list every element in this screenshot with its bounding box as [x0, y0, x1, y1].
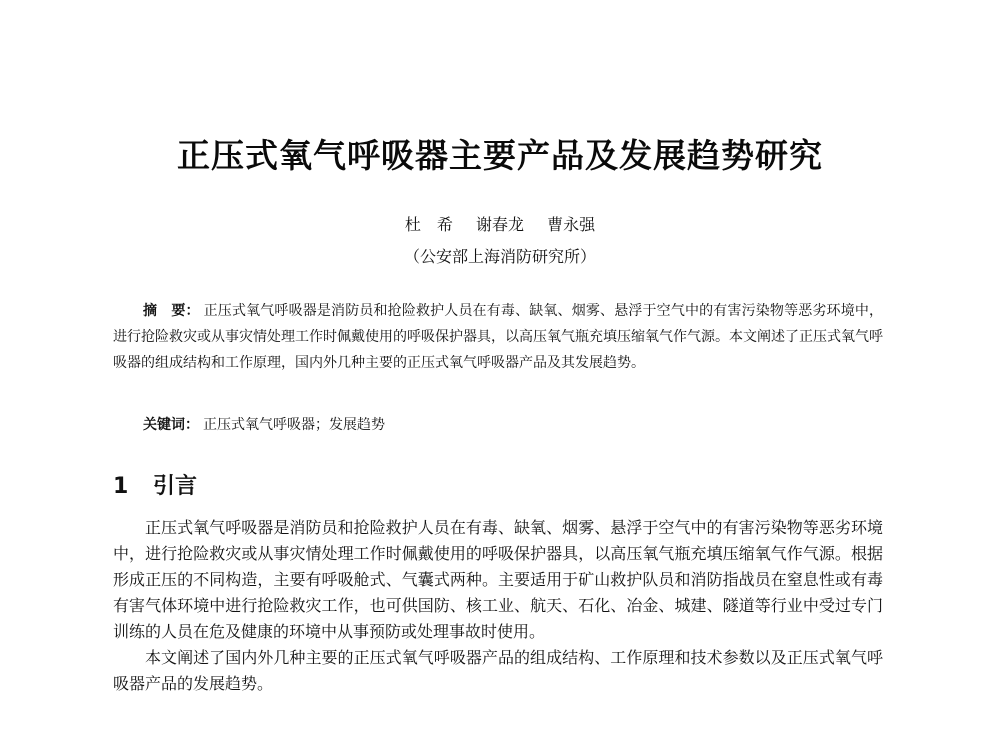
- author-name: 谢春龙: [475, 215, 524, 234]
- keywords: [143, 412, 883, 438]
- section-title: 引言: [153, 474, 198, 499]
- abstract: [113, 298, 883, 376]
- body-paragraph: 本文阐述了国内外几种主要的正压式氧气呼吸器产品的组成结构、工作原理和技术参数以及正压式氧气呼吸器产品的发展趋势。: [113, 648, 883, 693]
- abstract-text: 正压式氧气呼吸器是消防员和抢险救护人员在有毒、缺氧、烟雾、悬浮于空气中的有害污染物等恶劣环境中，进行抢险救灾或从事灾情处理工作时佩戴使用的呼吸保护器具，以高压氧气瓶充填压缩氧气作气源。本文阐述了正压式氧气呼吸器的组成结构和工作原理，国内外几种主要的正压式氧气呼吸器产品及其发展趋势。: [113, 303, 884, 371]
- keywords-label: 关键词：: [143, 417, 199, 433]
- keywords-text: 正压式氧气呼吸器；发展趋势: [203, 417, 385, 433]
- section-heading: [113, 472, 197, 502]
- section-body: [113, 515, 883, 697]
- author-list: [0, 212, 1000, 235]
- section-number: 1: [113, 474, 129, 499]
- body-paragraph: 正压式氧气呼吸器是消防员和抢险救护人员在有毒、缺氧、烟雾、悬浮于空气中的有害污染物等恶劣环境中，进行抢险救灾或从事灾情处理工作时佩戴使用的呼吸保护器具，以高压氧气瓶充填压缩氧气作气源。根据形成正压的不同构造，主要有呼吸舱式、气囊式两种。主要适用于矿山救护队员和消防指战员在窒息性或有毒有害气体环境中进行抢险救灾工作，也可供国防、核工业、航天、石化、冶金、城建、隧道等行业中受过专门训练的人员在危及健康的环境中从事预防或处理事故时使用。: [113, 518, 883, 641]
- author-name: 杜 希: [404, 215, 453, 234]
- abstract-label: 摘 要：: [143, 303, 200, 319]
- author-name: 曹永强: [547, 215, 596, 234]
- author-affiliation: （公安部上海消防研究所）: [403, 247, 596, 266]
- paper-title: 正压式氧气呼吸器主要产品及发展趋势研究: [177, 136, 823, 175]
